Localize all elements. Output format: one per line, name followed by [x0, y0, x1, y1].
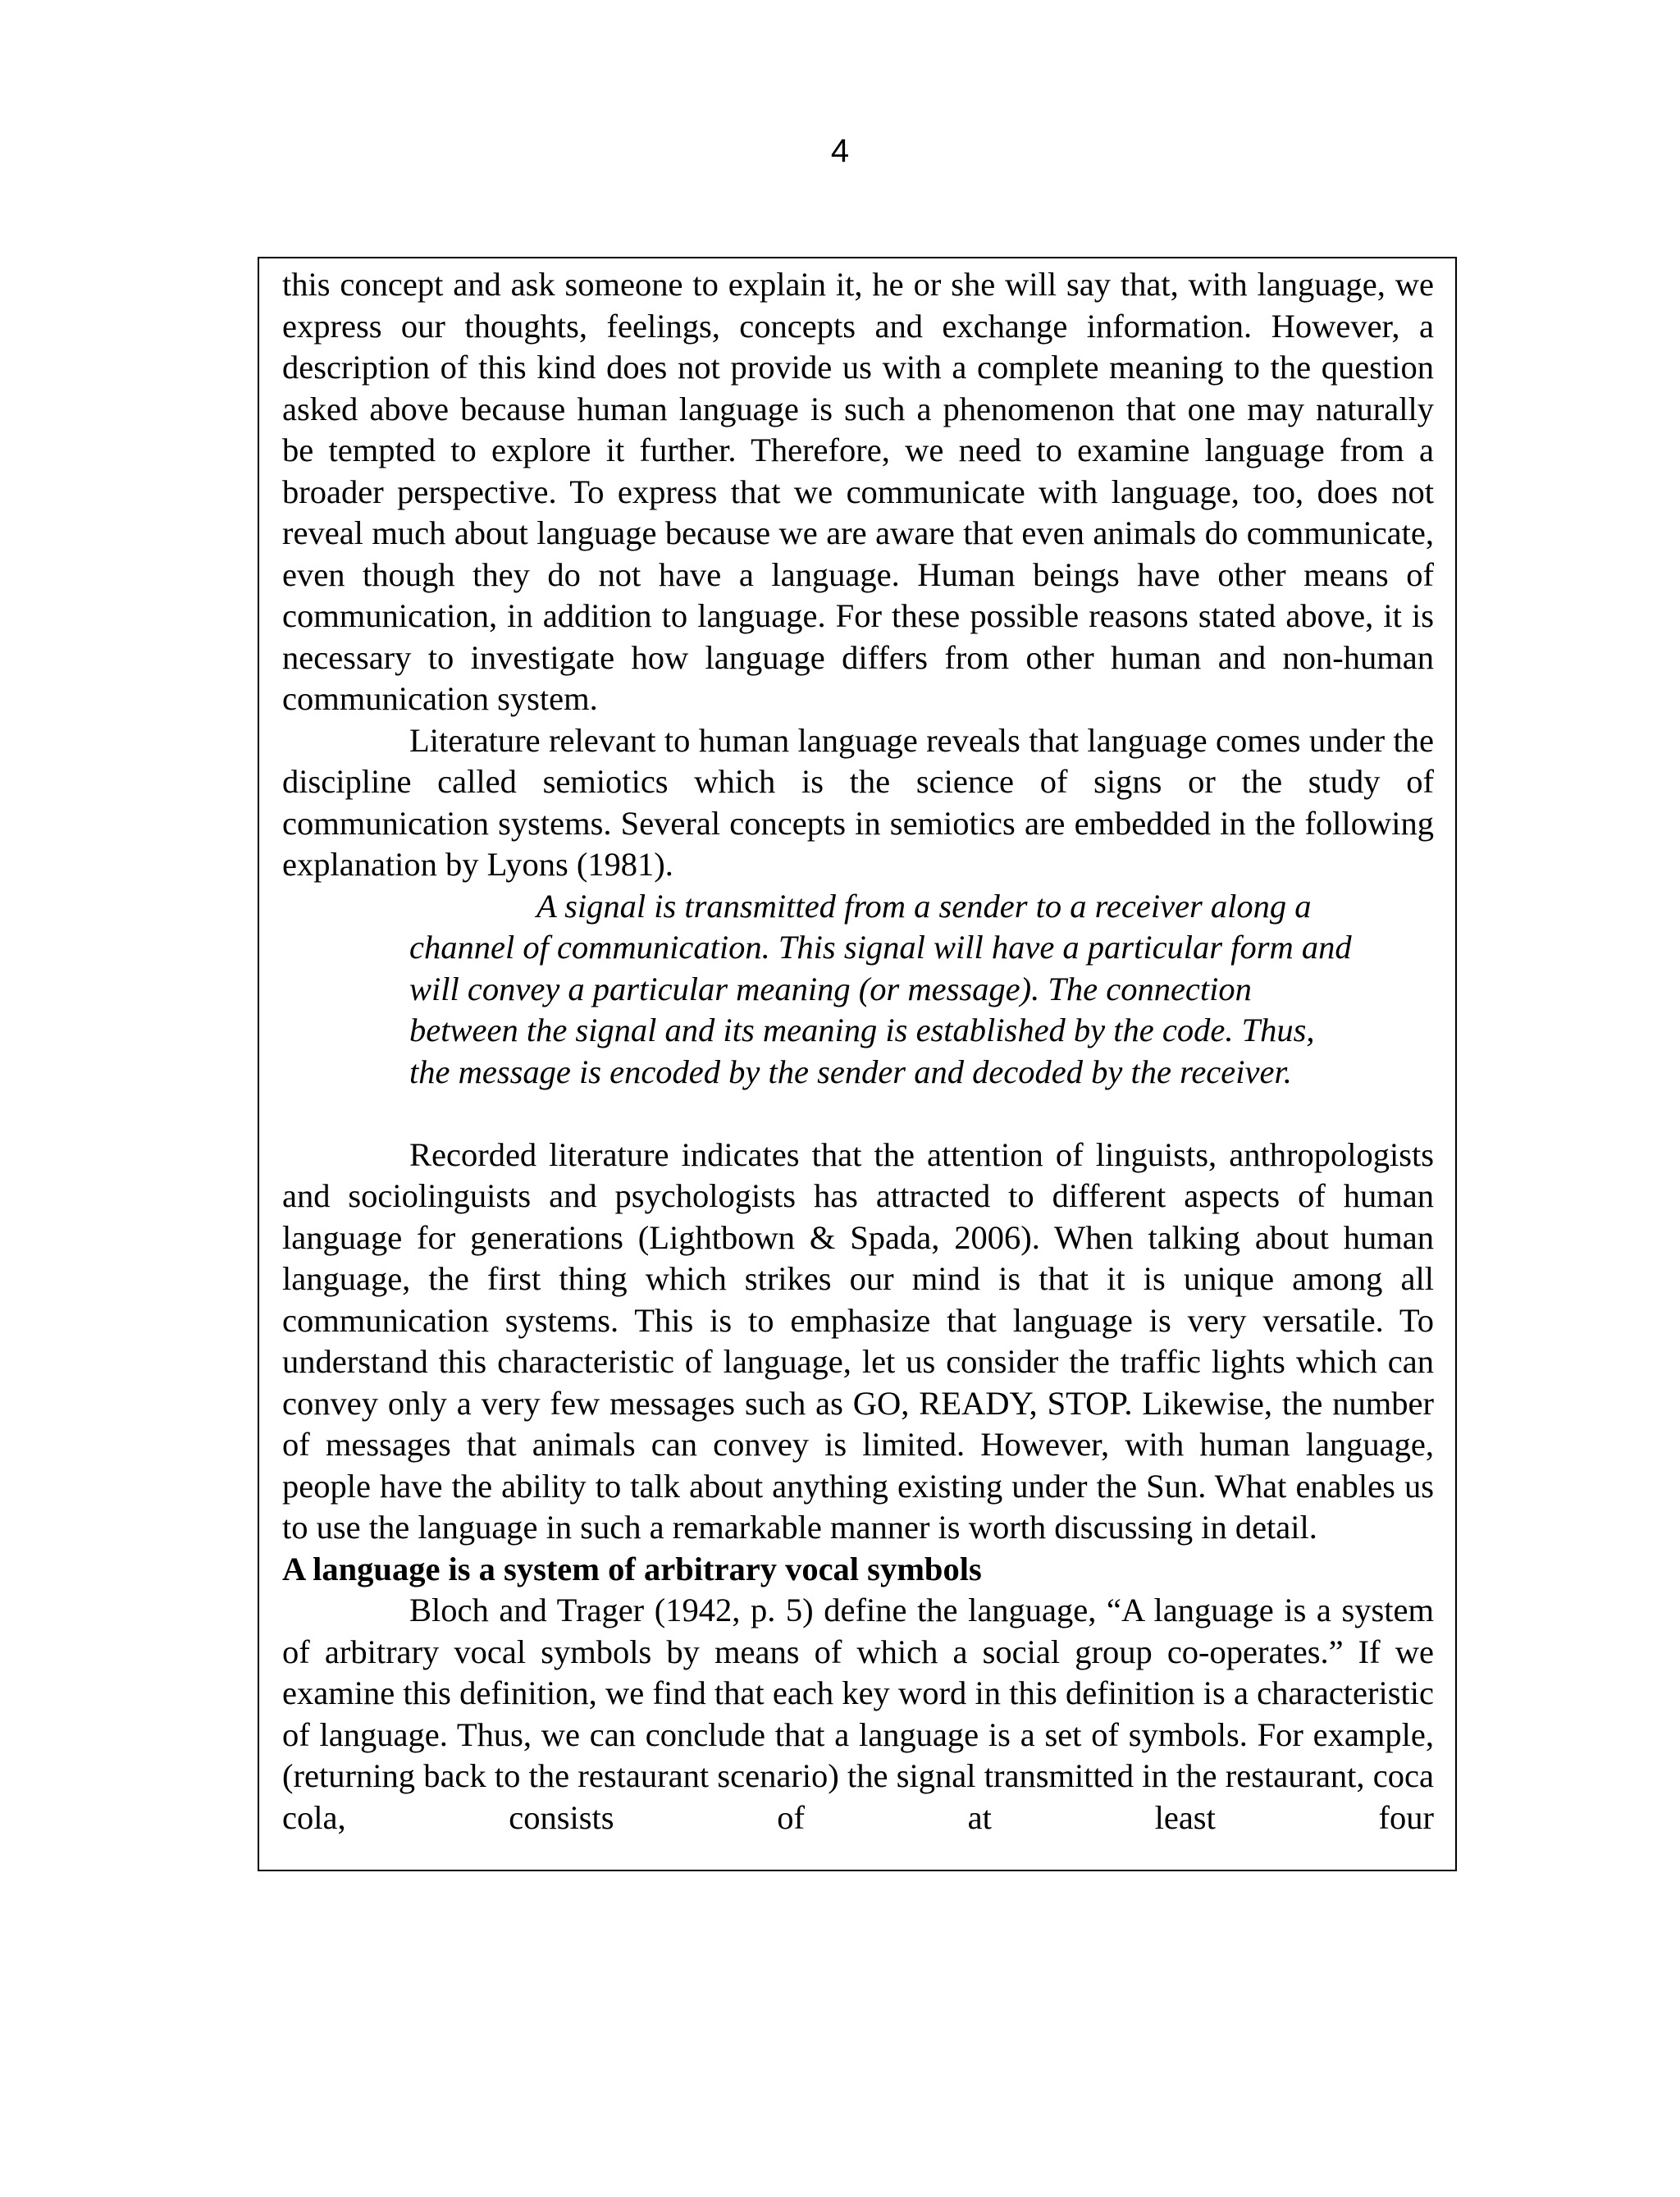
page-number: 4	[830, 133, 850, 169]
spacer	[282, 1093, 1434, 1135]
quote-line: between the signal and its meaning is established by the code. Thus,	[409, 1012, 1315, 1048]
quote-line: the message is encoded by the sender and decoded by the receiver.	[409, 1053, 1292, 1090]
quote-line: will convey a particular meaning (or message). The connection	[409, 970, 1252, 1007]
quote-line: channel of communication. This signal will have a particular form and	[409, 929, 1352, 966]
paragraph-recorded-literature: Recorded literature indicates that the attention of linguists, anthropologists and sociolinguists and psychologists has attracted to different aspects of human language for generations (Lightbown & Spada, 2006). When talking about human language, the first thing which strikes our mind is that it is unique among all communication systems. This is to emphasize that language is very versatile. To understand this characteristic of language, let us consider the traffic lights which can convey only a very few messages such as GO, READY, STOP. Likewise, the number of messages that animals can convey is limited. However, with human language, people have the ability to talk about anything existing under the Sun. What enables us to use the language in such a remarkable manner is worth discussing in detail.	[282, 1135, 1434, 1546]
block-quote-lyons	[409, 886, 1436, 1094]
paragraph-definition: Bloch and Trager (1942, p. 5) define the language, “A language is a system of arbitrary vocal symbols by means of which a social group co-operates.” If we examine this definition, we find that each key word in this definition is a characteristic of language. Thus, we can conclude that a language is a set of symbols. For example, (returning back to the restaurant scenario) the signal transmitted in the restaurant, coca cola, consists of at least four	[282, 1592, 1434, 1836]
text-frame	[258, 257, 1457, 1871]
paragraph-semiotics: Literature relevant to human language reveals that language comes under the discipline called semiotics which is the science of signs or the study of communication systems. Several concepts in semiotics are embedded in the following explanation by Lyons (1981).	[282, 721, 1434, 883]
quote-line: A signal is transmitted from a sender to a receiver along a	[536, 887, 1312, 925]
section-heading: A language is a system of arbitrary vocal symbols	[282, 1550, 982, 1587]
paragraph-intro: this concept and ask someone to explain it, he or she will say that, with language, we express our thoughts, feelings, concepts and exchange information. However, a description of this kind does not provide us with a complete meaning to the question asked above because human language is such a phenomenon that one may naturally be tempted to explore it further. Therefore, we need to examine language from a broader perspective. To express that we communicate with language, too, does not reveal much about language because we are aware that even animals do communicate, even though they do not have a language. Human beings have other means of communication, in addition to language. For these possible reasons stated above, it is necessary to investigate how language differs from other human and non-human communication system.	[282, 266, 1434, 717]
